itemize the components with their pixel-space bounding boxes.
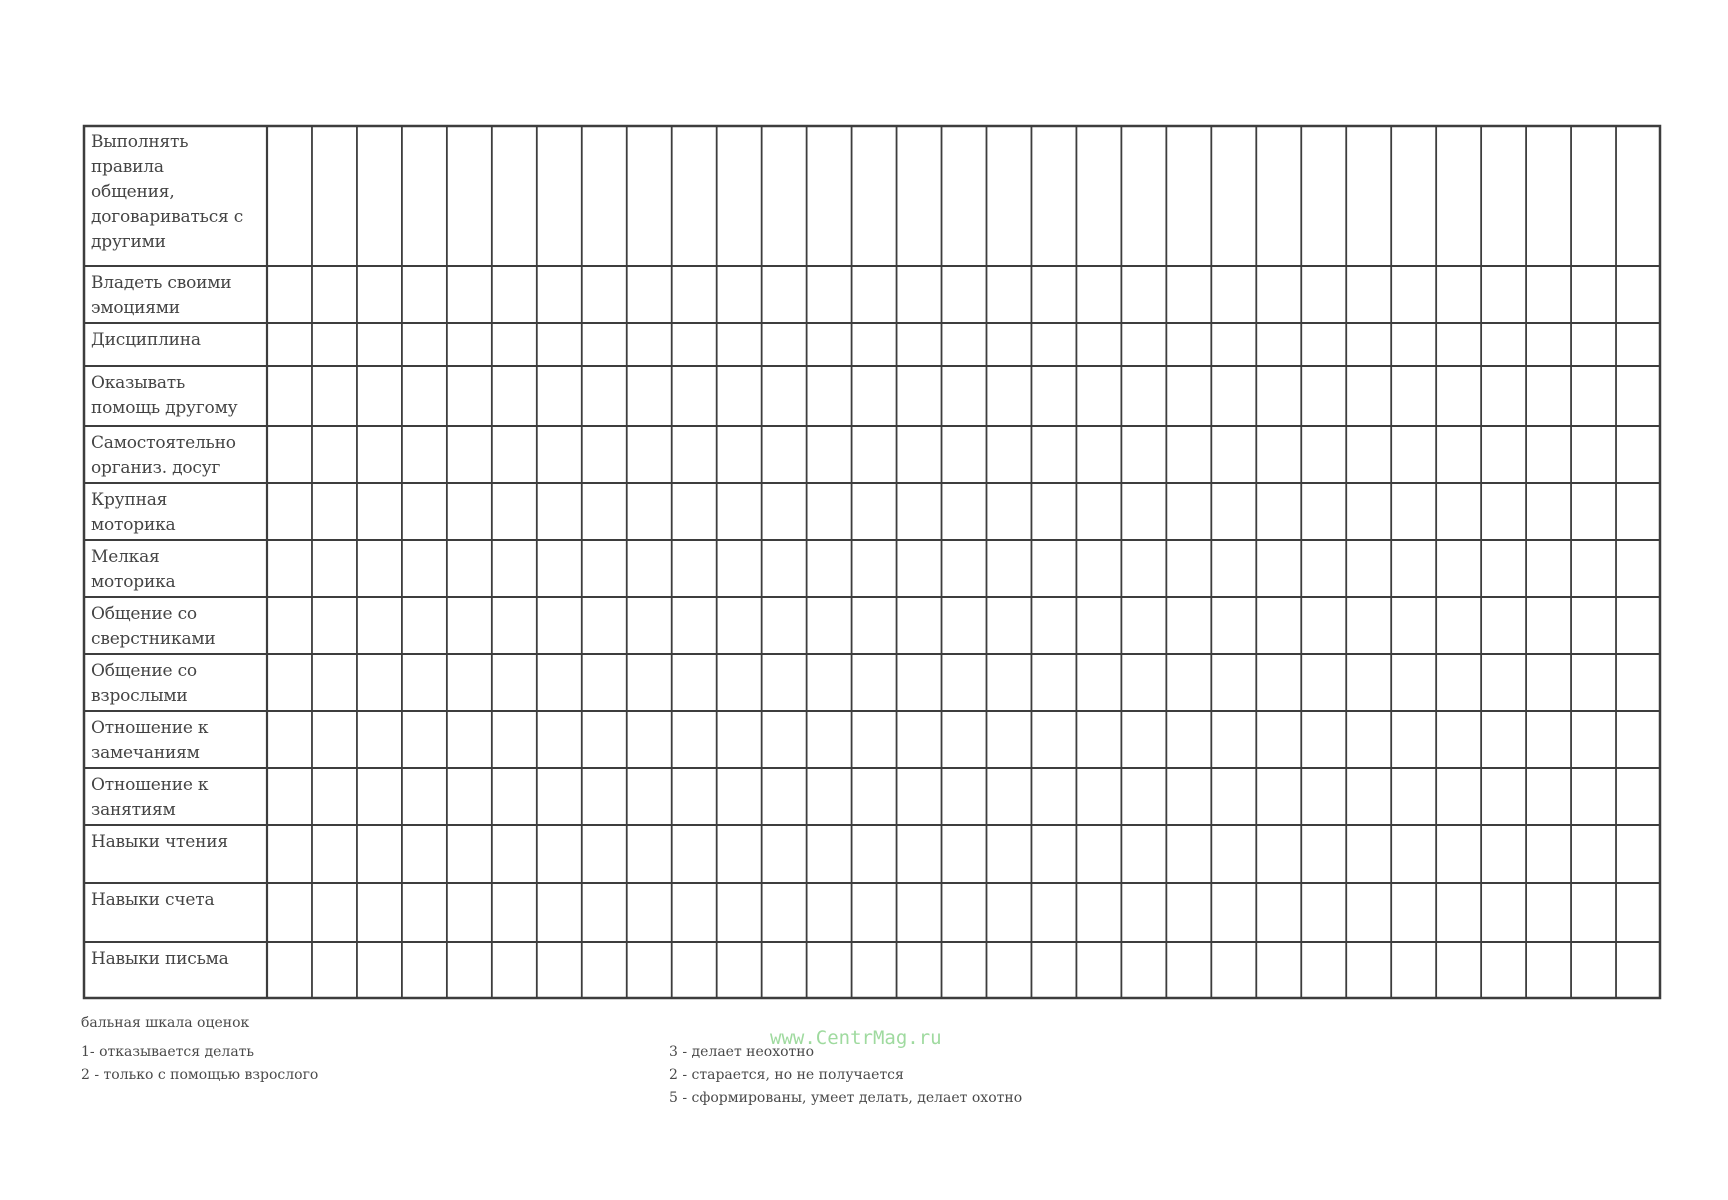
watermark-text: www.CentrMag.ru — [770, 1027, 942, 1049]
row-label: Мелкая моторика — [91, 547, 176, 592]
table-border — [84, 126, 1660, 998]
scale-title: бальная шкала оценок — [81, 1015, 250, 1031]
assessment-table — [83, 125, 1661, 999]
row-label: Самостоятельно организ. досуг — [91, 433, 236, 478]
legend-item-5: 5 - сформированы, умеет делать, делает охотно — [669, 1090, 1023, 1106]
legend-item-2: 2 - только с помощью взрослого — [81, 1067, 319, 1083]
row-label: Отношение к занятиям — [91, 775, 209, 820]
row-label: Навыки счета — [91, 890, 215, 910]
row-label: Владеть своими эмоциями — [91, 273, 232, 318]
legend-item-1: 1- отказывается делать — [81, 1044, 255, 1060]
row-label: Крупная моторика — [91, 490, 176, 535]
row-label: Навыки письма — [91, 949, 229, 969]
table-grid — [83, 125, 1661, 999]
row-label: Выполнять правила общения, договариваться с другими — [91, 132, 244, 252]
row-label: Общение со сверстниками — [91, 604, 216, 649]
legend-item-3: 3 - делает неохотно — [669, 1044, 815, 1060]
row-label: Навыки чтения — [91, 832, 228, 852]
legend-item-4: 2 - старается, но не получается — [669, 1067, 904, 1083]
row-label: Общение со взрослыми — [91, 661, 197, 706]
row-label: Дисциплина — [91, 330, 201, 350]
row-label: Отношение к замечаниям — [91, 718, 209, 763]
row-label: Оказывать помощь другому — [91, 373, 238, 418]
